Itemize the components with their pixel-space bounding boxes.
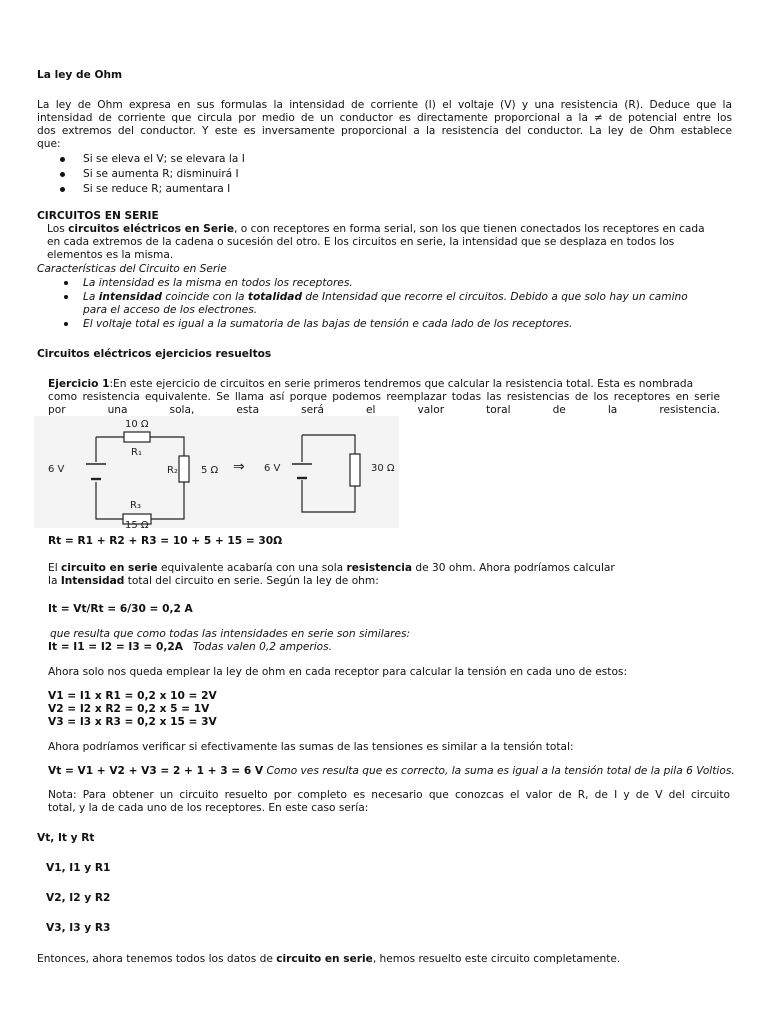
formula-it-all: It = I1 = I2 = I3 = 0,2A Todas valen 0,2 amperios.: [48, 641, 333, 653]
summary-r1: V1, I1 y R1: [46, 862, 111, 874]
note-line-1: Nota: Para obtener un circuito resuelto por completo es necesario que conozcas el valor de R, de I y de V del circuito: [48, 789, 730, 801]
verify-line: Ahora podríamos verificar si efectivamente las sumas de las tensiones es similar a la tensión total:: [48, 741, 574, 753]
formula-rt: Rt = R1 + R2 + R3 = 10 + 5 + 15 = 30Ω: [48, 535, 283, 547]
similar-note: que resulta que como todas las intensidades en serie son similares:: [50, 628, 411, 640]
formula-v1: V1 = I1 x R1 = 0,2 x 10 = 2V: [48, 690, 217, 702]
formula-vt: Vt = V1 + V2 + V3 = 2 + 1 + 3 = 6 V Como ves resulta que es correcto, la suma es igual a la tensión total de la pila 6 Voltios.: [48, 765, 735, 777]
exercise-line-2: como resistencia equivalente. Se llama así porque podemos reemplazar todas las resistencias de los receptores en serie: [48, 391, 720, 403]
bullet-dot: [60, 187, 65, 192]
summary-total: Vt, It y Rt: [37, 832, 95, 844]
r3-value-label: 15 Ω: [125, 520, 149, 528]
note-line-2: total, y la de cada uno de los receptores. En este caso sería:: [48, 802, 369, 814]
list-item: Si se reduce R; aumentara I: [83, 183, 231, 195]
list-item: El voltaje total es igual a la sumatoria de las bajas de tensión e cada lado de los receptores.: [83, 318, 573, 330]
serie-paragraph-line-3: elementos es la misma.: [47, 249, 174, 261]
serie-paragraph-line-2: en cada extremos de la cadena o sucesión del otro. E los circuitos en serie, la intensidad que se desplaza en todos los: [47, 236, 675, 248]
exercise-line-1: Ejercicio 1:En este ejercicio de circuitos en serie primeros tendremos que calcular la resistencia total. Esta es nombrada: [48, 378, 694, 390]
list-item: La intensidad es la misma en todos los receptores.: [83, 277, 353, 289]
equivalent-line-2: la Intensidad total del circuito en serie. Según la ley de ohm:: [48, 575, 379, 587]
equivalence-arrow-icon: ⇒: [233, 459, 245, 475]
section-heading-ejercicios: Circuitos eléctricos ejercicios resueltos: [37, 348, 272, 360]
list-item-continuation: para el acceso de los electrones.: [83, 304, 258, 316]
serie-paragraph-line-1: Los circuitos eléctricos en Serie, o con receptores en forma serial, son los que tienen conectados los receptores en cada: [47, 223, 705, 235]
r1-name-label: R₁: [131, 447, 142, 458]
final-line: Entonces, ahora tenemos todos los datos de circuito en serie, hemos resuelto este circuito completamente.: [37, 953, 621, 965]
equivalent-line-1: El circuito en serie equivalente acabaría con una sola resistencia de 30 ohm. Ahora podríamos calcular: [48, 562, 615, 574]
resistor-equivalent: [350, 454, 360, 486]
r1-value-label: 10 Ω: [125, 419, 149, 430]
r2-name-label: R₂: [167, 465, 178, 476]
list-item: Si se eleva el V; se elevara la I: [83, 153, 245, 165]
intro-line-2: intensidad de corriente que circula por medio de un conductor es directamente proporcional a la ≠ de potencial entre los: [37, 112, 732, 124]
summary-r2: V2, I2 y R2: [46, 892, 111, 904]
formula-it: It = Vt/Rt = 6/30 = 0,2 A: [48, 603, 193, 615]
r2-value-label: 5 Ω: [201, 465, 219, 476]
tension-intro: Ahora solo nos queda emplear la ley de ohm en cada receptor para calcular la tensión en cada uno de estos:: [48, 666, 628, 678]
bullet-dot: [60, 172, 65, 177]
intro-line-4: que:: [37, 138, 61, 150]
source-left-label: 6 V: [48, 464, 65, 475]
formula-v3: V3 = I3 x R3 = 0,2 x 15 = 3V: [48, 716, 217, 728]
list-item: Si se aumenta R; disminuirá I: [83, 168, 239, 180]
section-heading-serie: CIRCUITOS EN SERIE: [37, 210, 159, 222]
page-title: La ley de Ohm: [37, 69, 123, 81]
r3-name-label: R₃: [130, 500, 141, 511]
series-circuit-figure: [34, 416, 399, 528]
source-right-label: 6 V: [264, 463, 281, 474]
bullet-dot: [60, 157, 65, 162]
intro-line-1: La ley de Ohm expresa en sus formulas la intensidad de corriente (I) el voltaje (V) y una resistencia (R). Deduce que la: [37, 99, 732, 111]
list-item: La intensidad coincide con la totalidad de Intensidad que recorre el circuitos. Debido a que solo hay un camino: [83, 291, 688, 303]
formula-v2: V2 = I2 x R2 = 0,2 x 5 = 1V: [48, 703, 210, 715]
bullet-dot: [64, 281, 68, 285]
resistor-r1: [124, 432, 150, 442]
characteristics-title: Características del Circuito en Serie: [37, 263, 227, 275]
equivalent-value-label: 30 Ω: [371, 463, 395, 474]
summary-r3: V3, I3 y R3: [46, 922, 111, 934]
resistor-r2: [179, 456, 189, 482]
intro-line-3: dos extremos del conductor. Y este es inversamente proporcional a la resistencia del conductor. La ley de Ohm establece: [37, 125, 732, 137]
bullet-dot: [64, 322, 68, 326]
bullet-dot: [64, 295, 68, 299]
exercise-line-3: por una sola, esta será el valor toral de la resistencia.: [48, 404, 720, 416]
